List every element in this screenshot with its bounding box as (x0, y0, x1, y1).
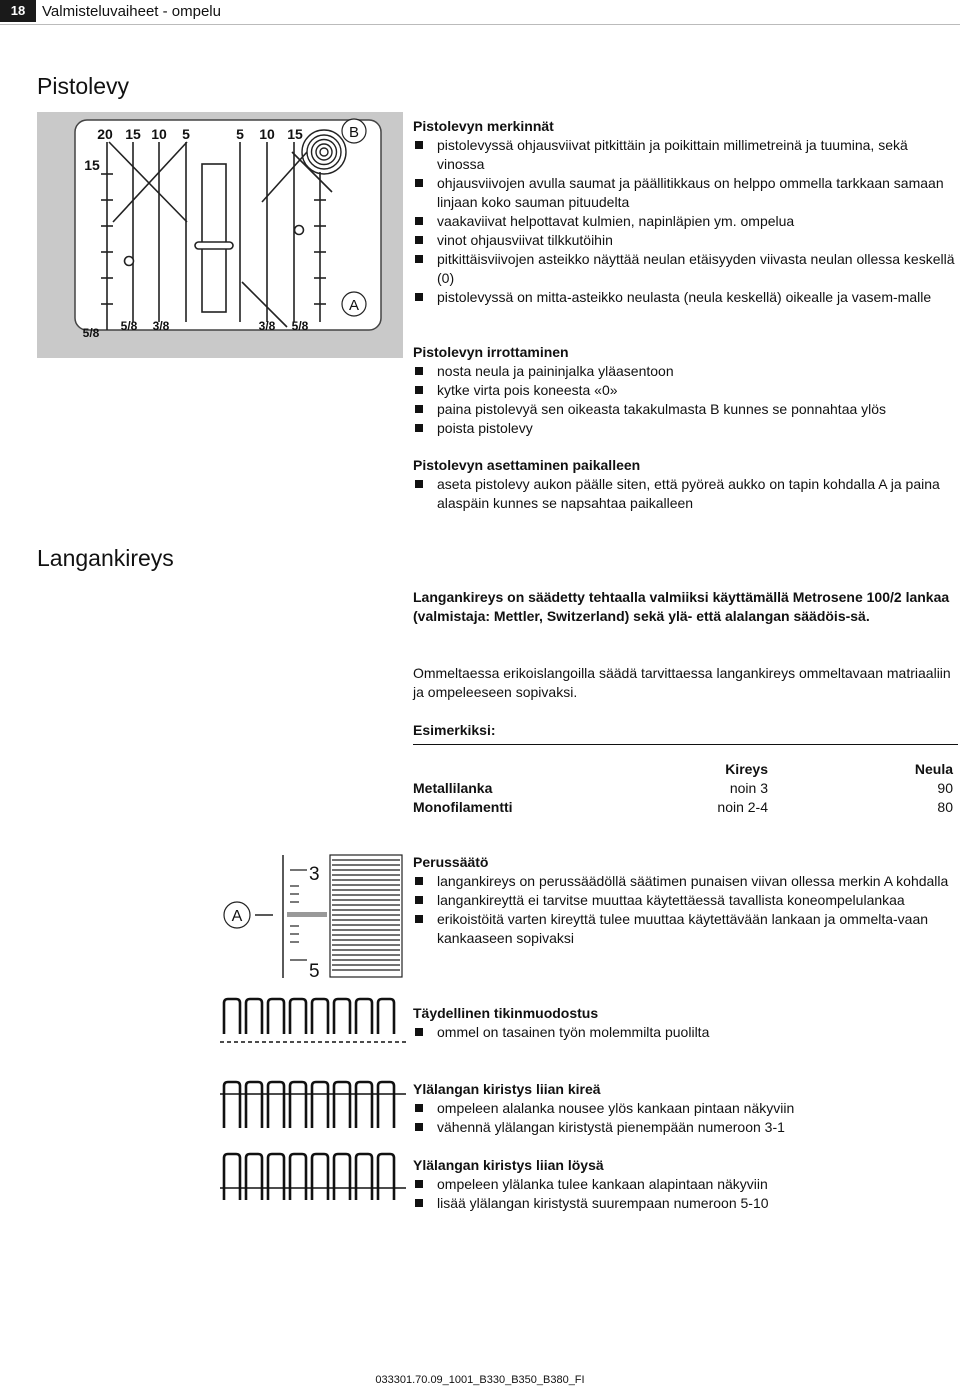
asettaminen-block (413, 456, 958, 513)
list-item: nosta neula ja paininjalka yläasentoon (413, 362, 958, 381)
list-item: aseta pistolevy aukon päälle siten, että pyöreä aukko on tapin kohdalla A ja paina alaspäin kunnes se napsahtaa paikalleen (413, 475, 958, 513)
table-header: Kireys (725, 761, 768, 777)
list-item: ohjausviivojen avulla saumat ja päällitikkaus on helppo ommella tarkkaan samaan linjaan koko sauman pituudelta (413, 174, 958, 212)
divider (413, 744, 958, 745)
irrottaminen-block (413, 343, 958, 438)
list-item: langankireyttä ei tarvitse muuttaa käytettäessä tavallista koneompelulankaa (413, 891, 958, 910)
table-cell: 80 (937, 799, 953, 815)
list-item: ompeleen ylälanka tulee kankaan alapintaan näkyviin (413, 1175, 958, 1194)
figure-label-a: A (348, 297, 360, 314)
kirea-block (413, 1080, 958, 1137)
examples-table (413, 760, 953, 817)
list-item: kytke virta pois koneesta «0» (413, 381, 958, 400)
list-item: vaakaviivat helpottavat kulmien, napinläpien ym. ompelua (413, 212, 958, 231)
list-item: poista pistolevy (413, 419, 958, 438)
asettaminen-title: Pistolevyn asettaminen paikalleen (413, 457, 641, 473)
dial-number-top: 3 (309, 864, 320, 885)
loysa-block (413, 1156, 958, 1213)
header-title: Valmisteluvaiheet - ompelu (42, 3, 221, 20)
stitch-tight-figure (220, 1074, 406, 1134)
table-cell: noin 3 (729, 780, 768, 796)
list-item: vinot ohjausviivat tilkkutöihin (413, 231, 958, 250)
irrottaminen-title: Pistolevyn irrottaminen (413, 344, 569, 360)
stitch-loose-figure (220, 1148, 406, 1208)
figure-label-b: B (348, 124, 360, 141)
perussaato-block (413, 853, 958, 948)
list-item: ompeleen alalanka nousee ylös kankaan pintaan näkyviin (413, 1099, 958, 1118)
kirea-title: Ylälangan kiristys liian kireä (413, 1081, 601, 1097)
list-item: pitkittäisviivojen asteikko näyttää neulan etäisyyden viivasta neulan ollessa keskellä (0) (413, 250, 958, 288)
stitch-perfect-figure (220, 996, 406, 1048)
list-item: vähennä ylälangan kiristystä pienempään numeroon 3-1 (413, 1118, 958, 1137)
dial-number-bottom: 5 (309, 961, 320, 980)
taydellinen-block (413, 1004, 958, 1042)
stitch-plate-figure (37, 112, 403, 358)
scale-label: 15 (84, 157, 100, 173)
section-heading-pistolevy: Pistolevy (37, 73, 130, 99)
section-heading-langankireys: Langankireys (37, 545, 174, 571)
scale-label: 15 (287, 126, 303, 142)
dial-label-a: A (231, 908, 243, 925)
list-item: pistolevyssä ohjausviivat pitkittäin ja poikittain millimetreinä ja tuumina, sekä vinossa (413, 136, 958, 174)
list-item: lisää ylälangan kiristystä suurempaan numeroon 5-10 (413, 1194, 958, 1213)
langankireys-intro: Ommeltaessa erikoislangoilla säädä tarvittaessa langankireys ommeltavaan matriaaliin ja ompeleeseen sopivaksi. (413, 665, 951, 700)
tension-dial-figure (215, 850, 405, 980)
list-item: ommel on tasainen työn molemmilta puolilta (413, 1023, 958, 1042)
langankireys-intro-bold: Langankireys on säädetty tehtaalla valmiiksi käyttämällä Metrosene 100/2 lankaa (valmistaja: Mettler, Switzerland) sekä ylä- että alalangan säädöis-sä. (413, 589, 950, 624)
scale-label: 5 (182, 126, 190, 142)
scale-label: 5/8 (291, 319, 309, 333)
table-header-row (413, 760, 953, 779)
table-header (413, 760, 643, 779)
footer-code: 033301.70.09_1001_B330_B350_B380_FI (375, 1374, 585, 1386)
page-number: 18 (0, 0, 36, 22)
scale-label: 3/8 (258, 319, 276, 333)
scale-label: 10 (151, 126, 167, 142)
loysa-title: Ylälangan kiristys liian löysä (413, 1157, 604, 1173)
scale-label: 15 (125, 126, 141, 142)
table-row (413, 798, 953, 817)
table-cell: Monofilamentti (413, 799, 513, 815)
scale-label: 10 (259, 126, 275, 142)
table-cell: Metallilanka (413, 780, 493, 796)
list-item: pistolevyssä on mitta-asteikko neulasta (neula keskellä) oikealle ja vasem-malle (413, 288, 958, 307)
page-header (0, 0, 960, 25)
scale-label: 3/8 (152, 319, 170, 333)
table-header: Neula (914, 761, 953, 777)
perussaato-title: Perussäätö (413, 854, 489, 870)
scale-label: 5/8 (120, 319, 138, 333)
table-cell: 90 (937, 780, 953, 796)
list-item: paina pistolevyä sen oikeasta takakulmasta B kunnes se ponnahtaa ylös (413, 400, 958, 419)
list-item: langankireys on perussäädöllä säätimen punaisen viivan ollessa merkin A kohdalla (413, 872, 958, 891)
merkinnat-block (413, 117, 958, 307)
table-row (413, 779, 953, 798)
scale-label: 5 (236, 126, 244, 142)
table-cell: noin 2-4 (717, 799, 768, 815)
scale-label: 20 (97, 126, 113, 142)
list-item: erikoistöitä varten kireyttä tulee muuttaa käytettävään lankaan ja ommelta-vaan kankaaseen sopivaksi (413, 910, 958, 948)
merkinnat-title: Pistolevyn merkinnät (413, 118, 554, 134)
taydellinen-title: Täydellinen tikinmuodostus (413, 1005, 599, 1021)
examples-title: Esimerkiksi: (413, 722, 496, 738)
scale-label: 5/8 (82, 326, 100, 340)
